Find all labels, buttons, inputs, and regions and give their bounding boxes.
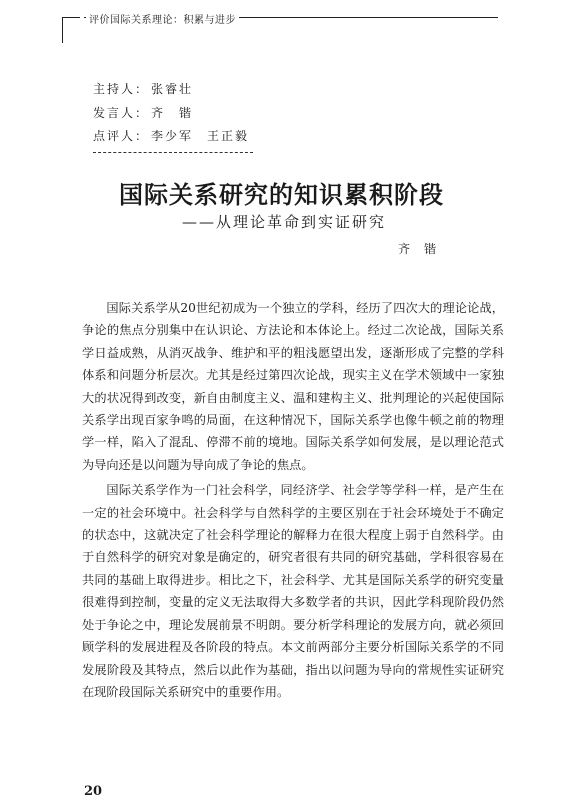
paragraph: 国际关系学从20世纪初成为一个独立的学科，经历了四次大的理论论战，争论的焦点分别集中在认识论、方法论和本体论上。经过二次论战，国际关系学日益成熟，从消灭战争、维护和平的粗浅愿望出发，逐渐形成了完整的学科体系和问题分析层次。尤其是经过第四次论战，现实主义在学术领域中一家独大的状况得到改变，新自由制度主义、温和建构主义、批判理论的兴起使国际关系学出现百家争鸣的局面，在这种情况下，国际关系学也像牛顿之前的物理学一样，陷入了混乱、停滞不前的境地。国际关系学如何发展，是以理论范式为导向还是以问题为导向成了争论的焦点。 bbox=[82, 301, 504, 472]
meta-speaker-label: 发言人： bbox=[93, 106, 150, 120]
running-header bbox=[86, 11, 239, 26]
page-number: 20 bbox=[84, 784, 103, 799]
header-rule-top-left bbox=[62, 17, 80, 18]
meta-commentator bbox=[93, 127, 249, 144]
meta-commentator-value: 李少军 王正毅 bbox=[151, 129, 250, 143]
article-subtitle: ——从理论革命到实证研究 bbox=[182, 213, 387, 231]
meta-divider bbox=[93, 152, 253, 154]
header-rule-left bbox=[62, 17, 63, 43]
meta-commentator-label: 点评人： bbox=[93, 129, 150, 143]
article-body bbox=[82, 297, 504, 703]
meta-speaker bbox=[93, 104, 193, 121]
running-header-text: 评价国际关系理论：积累与进步 bbox=[89, 15, 236, 26]
meta-host bbox=[93, 80, 193, 97]
meta-speaker-value: 齐 锴 bbox=[151, 106, 194, 120]
article-author: 齐锴 bbox=[398, 242, 451, 256]
meta-host-label: 主持人： bbox=[93, 82, 150, 96]
article-title: 国际关系研究的知识累积阶段 bbox=[119, 181, 444, 209]
meta-host-value: 张睿壮 bbox=[151, 82, 194, 96]
paragraph: 国际关系学作为一门社会科学，同经济学、社会学等学科一样，是产生在一定的社会环境中。社会科学与自然科学的主要区别在于社会环境处于不确定的状态中，这就决定了社会科学理论的解释力在很大程度上弱于自然科学。由于自然科学的研究对象是确定的，研究者很有共同的研究基础，学科很容易在共同的基础上取得进步。相比之下，社会科学、尤其是国际关系学的研究变量很难得到控制，变量的定义无法取得大多数学者的共识，因此学科现阶段仍然处于争论之中，理论发展前景不明朗。要分析学科理论的发展方向，就必须回顾学科的发展进程及各阶段的特点。本文前两部分主要分析国际关系学的不同发展阶段及其特点，然后以此作为基础，指出以问题为导向的常规性实证研究在现阶段国际关系研究中的重要作用。 bbox=[82, 483, 504, 699]
